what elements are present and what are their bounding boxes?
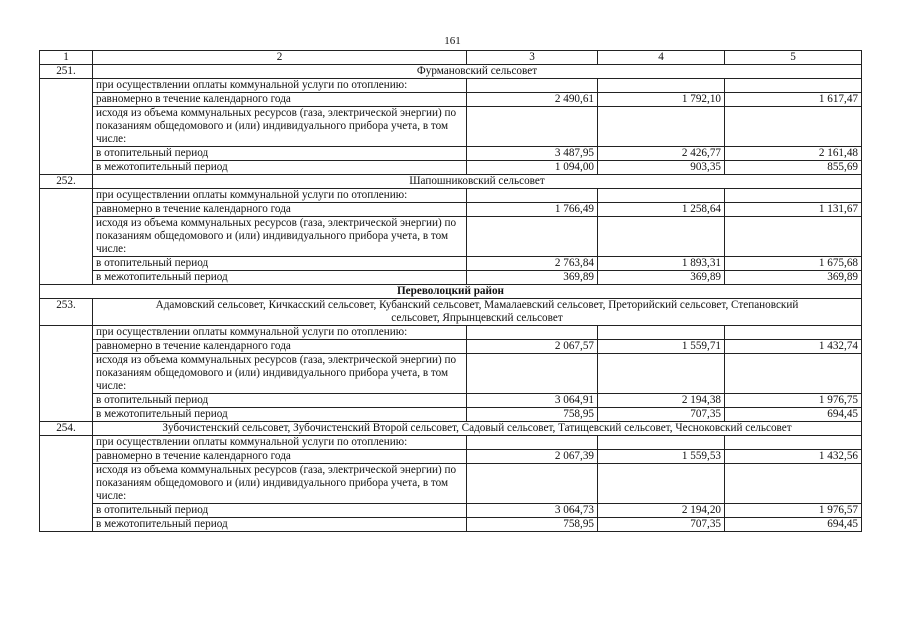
table-row xyxy=(40,189,862,203)
value-cell-c3 xyxy=(467,189,598,203)
row-label: в отопительный период xyxy=(93,504,467,518)
entity-row xyxy=(40,299,862,326)
entity-row xyxy=(40,422,862,436)
row-label: равномерно в течение календарного года xyxy=(93,340,467,354)
table-row xyxy=(40,394,862,408)
row-label: равномерно в течение календарного года xyxy=(93,450,467,464)
value-cell-c3: 3 487,95 xyxy=(467,147,598,161)
row-label: в межотопительный период xyxy=(93,518,467,532)
row-label: исходя из объема коммунальных ресурсов (газа, электрической энергии) по показаниям общедомового и (или) индивидуального прибора учета, в том числе: xyxy=(93,354,467,394)
value-cell-c4 xyxy=(598,354,725,394)
value-cell-c4: 1 893,31 xyxy=(598,257,725,271)
table-row xyxy=(40,79,862,93)
value-cell-c3 xyxy=(467,464,598,504)
value-cell-c4 xyxy=(598,217,725,257)
value-cell-c4: 2 426,77 xyxy=(598,147,725,161)
value-cell-c4: 1 559,53 xyxy=(598,450,725,464)
value-cell-c5: 1 131,67 xyxy=(725,203,862,217)
row-label: равномерно в течение календарного года xyxy=(93,203,467,217)
value-cell-c5 xyxy=(725,436,862,450)
value-cell-c5: 369,89 xyxy=(725,271,862,285)
district-row xyxy=(40,285,862,299)
row-label: при осуществлении оплаты коммунальной услуги по отоплению: xyxy=(93,189,467,203)
empty-cell xyxy=(40,394,93,408)
table-row xyxy=(40,436,862,450)
table-row xyxy=(40,340,862,354)
table-row xyxy=(40,504,862,518)
value-cell-c3 xyxy=(467,354,598,394)
empty-cell xyxy=(40,504,93,518)
row-label: в отопительный период xyxy=(93,394,467,408)
value-cell-c3: 3 064,73 xyxy=(467,504,598,518)
district-title: Переволоцкий район xyxy=(40,285,862,299)
entity-title: Шапошниковский сельсовет xyxy=(93,175,862,189)
empty-cell xyxy=(40,93,93,107)
value-cell-c5: 1 432,74 xyxy=(725,340,862,354)
entity-title: Фурмановский сельсовет xyxy=(93,65,862,79)
value-cell-c4: 2 194,38 xyxy=(598,394,725,408)
value-cell-c3: 1 094,00 xyxy=(467,161,598,175)
empty-cell xyxy=(40,340,93,354)
row-label: при осуществлении оплаты коммунальной услуги по отоплению: xyxy=(93,436,467,450)
row-label: в межотопительный период xyxy=(93,271,467,285)
value-cell-c5 xyxy=(725,107,862,147)
value-cell-c4 xyxy=(598,79,725,93)
empty-cell xyxy=(40,257,93,271)
value-cell-c5: 1 976,75 xyxy=(725,394,862,408)
empty-cell xyxy=(40,107,93,147)
row-label: исходя из объема коммунальных ресурсов (газа, электрической энергии) по показаниям общедомового и (или) индивидуального прибора учета, в том числе: xyxy=(93,464,467,504)
value-cell-c5: 694,45 xyxy=(725,408,862,422)
empty-cell xyxy=(40,147,93,161)
empty-cell xyxy=(40,161,93,175)
value-cell-c5: 1 675,68 xyxy=(725,257,862,271)
empty-cell xyxy=(40,450,93,464)
value-cell-c4: 2 194,20 xyxy=(598,504,725,518)
empty-cell xyxy=(40,408,93,422)
column-header: 2 xyxy=(93,51,467,65)
table-row xyxy=(40,518,862,532)
row-label: при осуществлении оплаты коммунальной услуги по отоплению: xyxy=(93,79,467,93)
value-cell-c5: 694,45 xyxy=(725,518,862,532)
value-cell-c5: 2 161,48 xyxy=(725,147,862,161)
table-row xyxy=(40,326,862,340)
value-cell-c5: 1 976,57 xyxy=(725,504,862,518)
table-row xyxy=(40,408,862,422)
row-label: в отопительный период xyxy=(93,257,467,271)
value-cell-c5: 1 617,47 xyxy=(725,93,862,107)
table-row xyxy=(40,147,862,161)
value-cell-c5 xyxy=(725,354,862,394)
page-number: 161 xyxy=(444,35,461,47)
entity-number: 254. xyxy=(40,422,93,436)
value-cell-c3: 2 763,84 xyxy=(467,257,598,271)
value-cell-c5 xyxy=(725,326,862,340)
value-cell-c4 xyxy=(598,436,725,450)
row-label: при осуществлении оплаты коммунальной услуги по отоплению: xyxy=(93,326,467,340)
value-cell-c4 xyxy=(598,326,725,340)
value-cell-c3: 758,95 xyxy=(467,408,598,422)
empty-cell xyxy=(40,354,93,394)
table-row xyxy=(40,203,862,217)
value-cell-c5 xyxy=(725,189,862,203)
value-cell-c4: 1 792,10 xyxy=(598,93,725,107)
value-cell-c4 xyxy=(598,464,725,504)
table-row xyxy=(40,161,862,175)
empty-cell xyxy=(40,326,93,340)
value-cell-c3: 3 064,91 xyxy=(467,394,598,408)
tariff-table xyxy=(39,50,862,532)
value-cell-c4: 1 258,64 xyxy=(598,203,725,217)
value-cell-c5 xyxy=(725,464,862,504)
empty-cell xyxy=(40,79,93,93)
empty-cell xyxy=(40,518,93,532)
empty-cell xyxy=(40,203,93,217)
row-label: в межотопительный период xyxy=(93,161,467,175)
table-row xyxy=(40,107,862,147)
value-cell-c4 xyxy=(598,107,725,147)
column-header: 3 xyxy=(467,51,598,65)
entity-number: 252. xyxy=(40,175,93,189)
row-label: исходя из объема коммунальных ресурсов (газа, электрической энергии) по показаниям общедомового и (или) индивидуального прибора учета, в том числе: xyxy=(93,217,467,257)
column-header: 4 xyxy=(598,51,725,65)
value-cell-c3: 2 067,57 xyxy=(467,340,598,354)
entity-number: 251. xyxy=(40,65,93,79)
column-number-row xyxy=(40,51,862,65)
empty-cell xyxy=(40,189,93,203)
empty-cell xyxy=(40,271,93,285)
table-row xyxy=(40,93,862,107)
value-cell-c4: 903,35 xyxy=(598,161,725,175)
entity-title: Адамовский сельсовет, Кичкасский сельсовет, Кубанский сельсовет, Мамалаевский сельсовет, Преторийский сельсовет, Степановский сельсовет, Япрынцевский сельсовет xyxy=(93,299,862,326)
column-header: 5 xyxy=(725,51,862,65)
value-cell-c4: 1 559,71 xyxy=(598,340,725,354)
entity-row xyxy=(40,175,862,189)
table-row xyxy=(40,464,862,504)
value-cell-c3 xyxy=(467,217,598,257)
entity-title: Зубочистенский сельсовет, Зубочистенский Второй сельсовет, Садовый сельсовет, Татищевский сельсовет, Чесноковский сельсовет xyxy=(93,422,862,436)
value-cell-c3 xyxy=(467,326,598,340)
table-row xyxy=(40,271,862,285)
table-row xyxy=(40,257,862,271)
value-cell-c3: 2 490,61 xyxy=(467,93,598,107)
table-row xyxy=(40,450,862,464)
entity-number: 253. xyxy=(40,299,93,326)
row-label: исходя из объема коммунальных ресурсов (газа, электрической энергии) по показаниям общедомового и (или) индивидуального прибора учета, в том числе: xyxy=(93,107,467,147)
column-header: 1 xyxy=(40,51,93,65)
value-cell-c4: 369,89 xyxy=(598,271,725,285)
row-label: равномерно в течение календарного года xyxy=(93,93,467,107)
value-cell-c5 xyxy=(725,79,862,93)
value-cell-c3: 2 067,39 xyxy=(467,450,598,464)
row-label: в отопительный период xyxy=(93,147,467,161)
row-label: в межотопительный период xyxy=(93,408,467,422)
value-cell-c3: 369,89 xyxy=(467,271,598,285)
empty-cell xyxy=(40,436,93,450)
empty-cell xyxy=(40,464,93,504)
value-cell-c3 xyxy=(467,107,598,147)
table-row xyxy=(40,217,862,257)
table-row xyxy=(40,354,862,394)
value-cell-c3: 1 766,49 xyxy=(467,203,598,217)
value-cell-c3 xyxy=(467,436,598,450)
value-cell-c5 xyxy=(725,217,862,257)
value-cell-c5: 855,69 xyxy=(725,161,862,175)
value-cell-c3: 758,95 xyxy=(467,518,598,532)
value-cell-c3 xyxy=(467,79,598,93)
value-cell-c4: 707,35 xyxy=(598,408,725,422)
empty-cell xyxy=(40,217,93,257)
value-cell-c5: 1 432,56 xyxy=(725,450,862,464)
value-cell-c4: 707,35 xyxy=(598,518,725,532)
value-cell-c4 xyxy=(598,189,725,203)
entity-row xyxy=(40,65,862,79)
